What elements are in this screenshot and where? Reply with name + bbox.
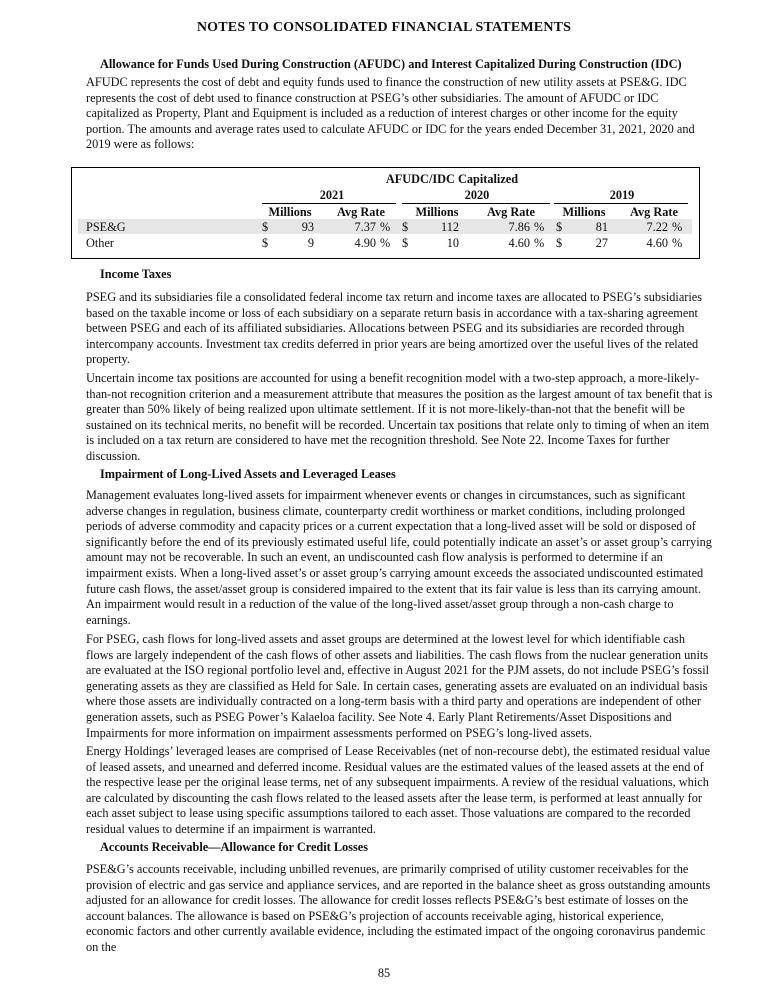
impairment-paragraph-1: Management evaluates long-lived assets for impairment whenever events or changes in circumstances, such as significant adverse changes in regulation, business climate, counterparty credit worthiness or market conditions, including prolonged periods of adverse commodity and capacity prices or a current expectation that a long-lived asset will be sold or disposed of significantly before the end of its previously estimated useful life, could potentially indicate an asset’s or asset group’s carrying amount may not be recoverable. In such an event, an undiscounted cash flow analysis is performed to determine if an impairment exists. When a long-lived asset’s or asset group’s carrying amount exceeds the associated undiscounted estimated future cash flows, the asset/asset group is considered impaired to the extent that its fair value is less than its carrying amount. An impairment would result in a reduction of the value of the long-lived asset/asset group through a non-cash charge to earnings. <box>86 488 712 627</box>
afudc-paragraph: AFUDC represents the cost of debt and equity funds used to finance the construction of new utility assets at PSE&G. IDC represents the cost of debt used to finance construction at PSEG’s other subsidiaries. The amount of AFUDC or IDC capitalized as Property, Plant and Equipment is included as a reduction of interest charges or other income for the equity portion. The amounts and average rates used to calculate AFUDC or IDC for the years ended December 31, 2021, 2020 and 2019 were as follows: <box>86 75 695 152</box>
row-label-pseg: PSE&G <box>86 220 126 234</box>
impairment-paragraph-2: For PSEG, cash flows for long-lived assets and asset groups are determined at the lowest level for which identifiable cash flows are largely independent of the cash flows of other assets and liabilities. The cash flows from the nuclear generation units are evaluated at the ISO regional portfolio level and, effective in August 2021 for the PJM assets, do not include PSEG’s fossil generating assets as they are classified as Held for Sale. In certain cases, generating assets are evaluated on an individual basis where those assets are individually contracted on a long-term basis with a third party and operations are independent of other generation assets, such as PSEG Power’s Kalaeloa facility. See Note 4. Early Plant Retirements/Asset Dispositions and Impairments for more information on impairment assessments performed on PSEG’s long-lived assets. <box>86 632 710 740</box>
currency-symbol: $ <box>402 236 409 250</box>
amount-cell: 9 <box>307 236 314 250</box>
currency-symbol: $ <box>262 236 269 250</box>
col-avg-rate-2019: Avg Rate <box>630 205 678 219</box>
percent-sign: % <box>672 236 683 250</box>
impairment-heading: Impairment of Long-Lived Assets and Leveraged Leases <box>100 467 396 481</box>
row-label-other: Other <box>86 236 114 250</box>
currency-symbol: $ <box>556 236 563 250</box>
amount-cell: 10 <box>446 236 459 250</box>
afudc-table <box>71 167 700 259</box>
rate-cell: 7.86 <box>508 220 530 234</box>
page-title: NOTES TO CONSOLIDATED FINANCIAL STATEMENTS <box>196 20 572 35</box>
page-number: 85 <box>377 966 391 980</box>
col-avg-rate-2020: Avg Rate <box>487 205 535 219</box>
percent-sign: % <box>672 220 683 234</box>
accounts-receivable-heading: Accounts Receivable—Allowance for Credit Losses <box>100 840 368 854</box>
percent-sign: % <box>380 236 391 250</box>
underline-2020 <box>402 203 550 204</box>
col-millions-2020: Millions <box>415 205 459 219</box>
afudc-heading: Allowance for Funds Used During Construction (AFUDC) and Interest Capitalized During Construction (IDC) <box>100 57 682 71</box>
amount-cell: 81 <box>595 220 608 234</box>
income-taxes-paragraph-2: Uncertain income tax positions are accounted for using a benefit recognition model with a two-step approach, a more-likely-than-not recognition criterion and a measurement attribute that measures the position as the largest amount of tax benefit that is greater than 50% likely of being realized upon ultimate settlement. If it is not more-likely-than-not that the benefit will be sustained on its technical merits, no benefit will be recorded. Uncertain tax positions that relate only to timing of when an item is included on a tax return are considered to have met the recognition threshold. See Note 22. Income Taxes for further discussion. <box>86 371 713 463</box>
underline-2019 <box>554 203 688 204</box>
currency-symbol: $ <box>402 220 409 234</box>
percent-sign: % <box>534 236 545 250</box>
year-header-2020: 2020 <box>464 188 490 202</box>
year-header-2021: 2021 <box>319 188 345 202</box>
amount-cell: 27 <box>595 236 608 250</box>
income-taxes-heading: Income Taxes <box>100 267 172 281</box>
col-avg-rate-2021: Avg Rate <box>337 205 385 219</box>
amount-cell: 93 <box>301 220 314 234</box>
rate-cell: 4.90 <box>354 236 376 250</box>
col-millions-2019: Millions <box>562 205 606 219</box>
income-taxes-paragraph-1: PSEG and its subsidiaries file a consolidated federal income tax return and income taxes are allocated to PSEG’s subsidiaries based on the taxable income or loss of each subsidiary on a separate return basis in accordance with a tax-sharing agreement between PSEG and each of its affiliated subsidiaries. Allocations between PSEG and its subsidiaries are recorded through intercompany accounts. Investment tax credits deferred in prior years are being amortized over the useful lives of the related property. <box>86 290 703 367</box>
col-millions-2021: Millions <box>268 205 312 219</box>
amount-cell: 112 <box>441 220 459 234</box>
underline-2021 <box>262 203 396 204</box>
rate-cell: 7.37 <box>354 220 376 234</box>
accounts-receivable-paragraph: PSE&G’s accounts receivable, including unbilled revenues, are primarily comprised of utility customer receivables for the provision of electric and gas service and appliance services, and are reported in the balance sheet as gross outstanding amounts adjusted for an allowance for credit losses. The allowance for credit losses reflects PSE&G’s best estimate of losses on the account balances. The allowance is based on PSE&G’s projection of accounts receivable aging, historical experience, economic factors and other currently available evidence, including the estimated impact of the ongoing coronavirus pandemic on the <box>86 862 711 954</box>
percent-sign: % <box>380 220 391 234</box>
percent-sign: % <box>534 220 545 234</box>
rate-cell: 4.60 <box>508 236 530 250</box>
rate-cell: 7.22 <box>646 220 668 234</box>
year-header-2019: 2019 <box>609 188 635 202</box>
currency-symbol: $ <box>262 220 269 234</box>
table-group-header: AFUDC/IDC Capitalized <box>385 172 519 186</box>
impairment-paragraph-3: Energy Holdings’ leveraged leases are comprised of Lease Receivables (net of non-recourse debt), the estimated residual value of leased assets, and unearned and deferred income. Residual values are the estimated values of the leased assets at the end of the respective lease per the original lease terms, net of any subsequent impairments. A review of the residual valuations, which are calculated by discounting the cash flows related to the leased assets after the lease term, is performed at least annually for each asset subject to lease using specific assumptions tailored to each asset. Those valuations are compared to the recorded residual values to determine if an impairment is warranted. <box>86 744 711 836</box>
currency-symbol: $ <box>556 220 563 234</box>
rate-cell: 4.60 <box>646 236 668 250</box>
